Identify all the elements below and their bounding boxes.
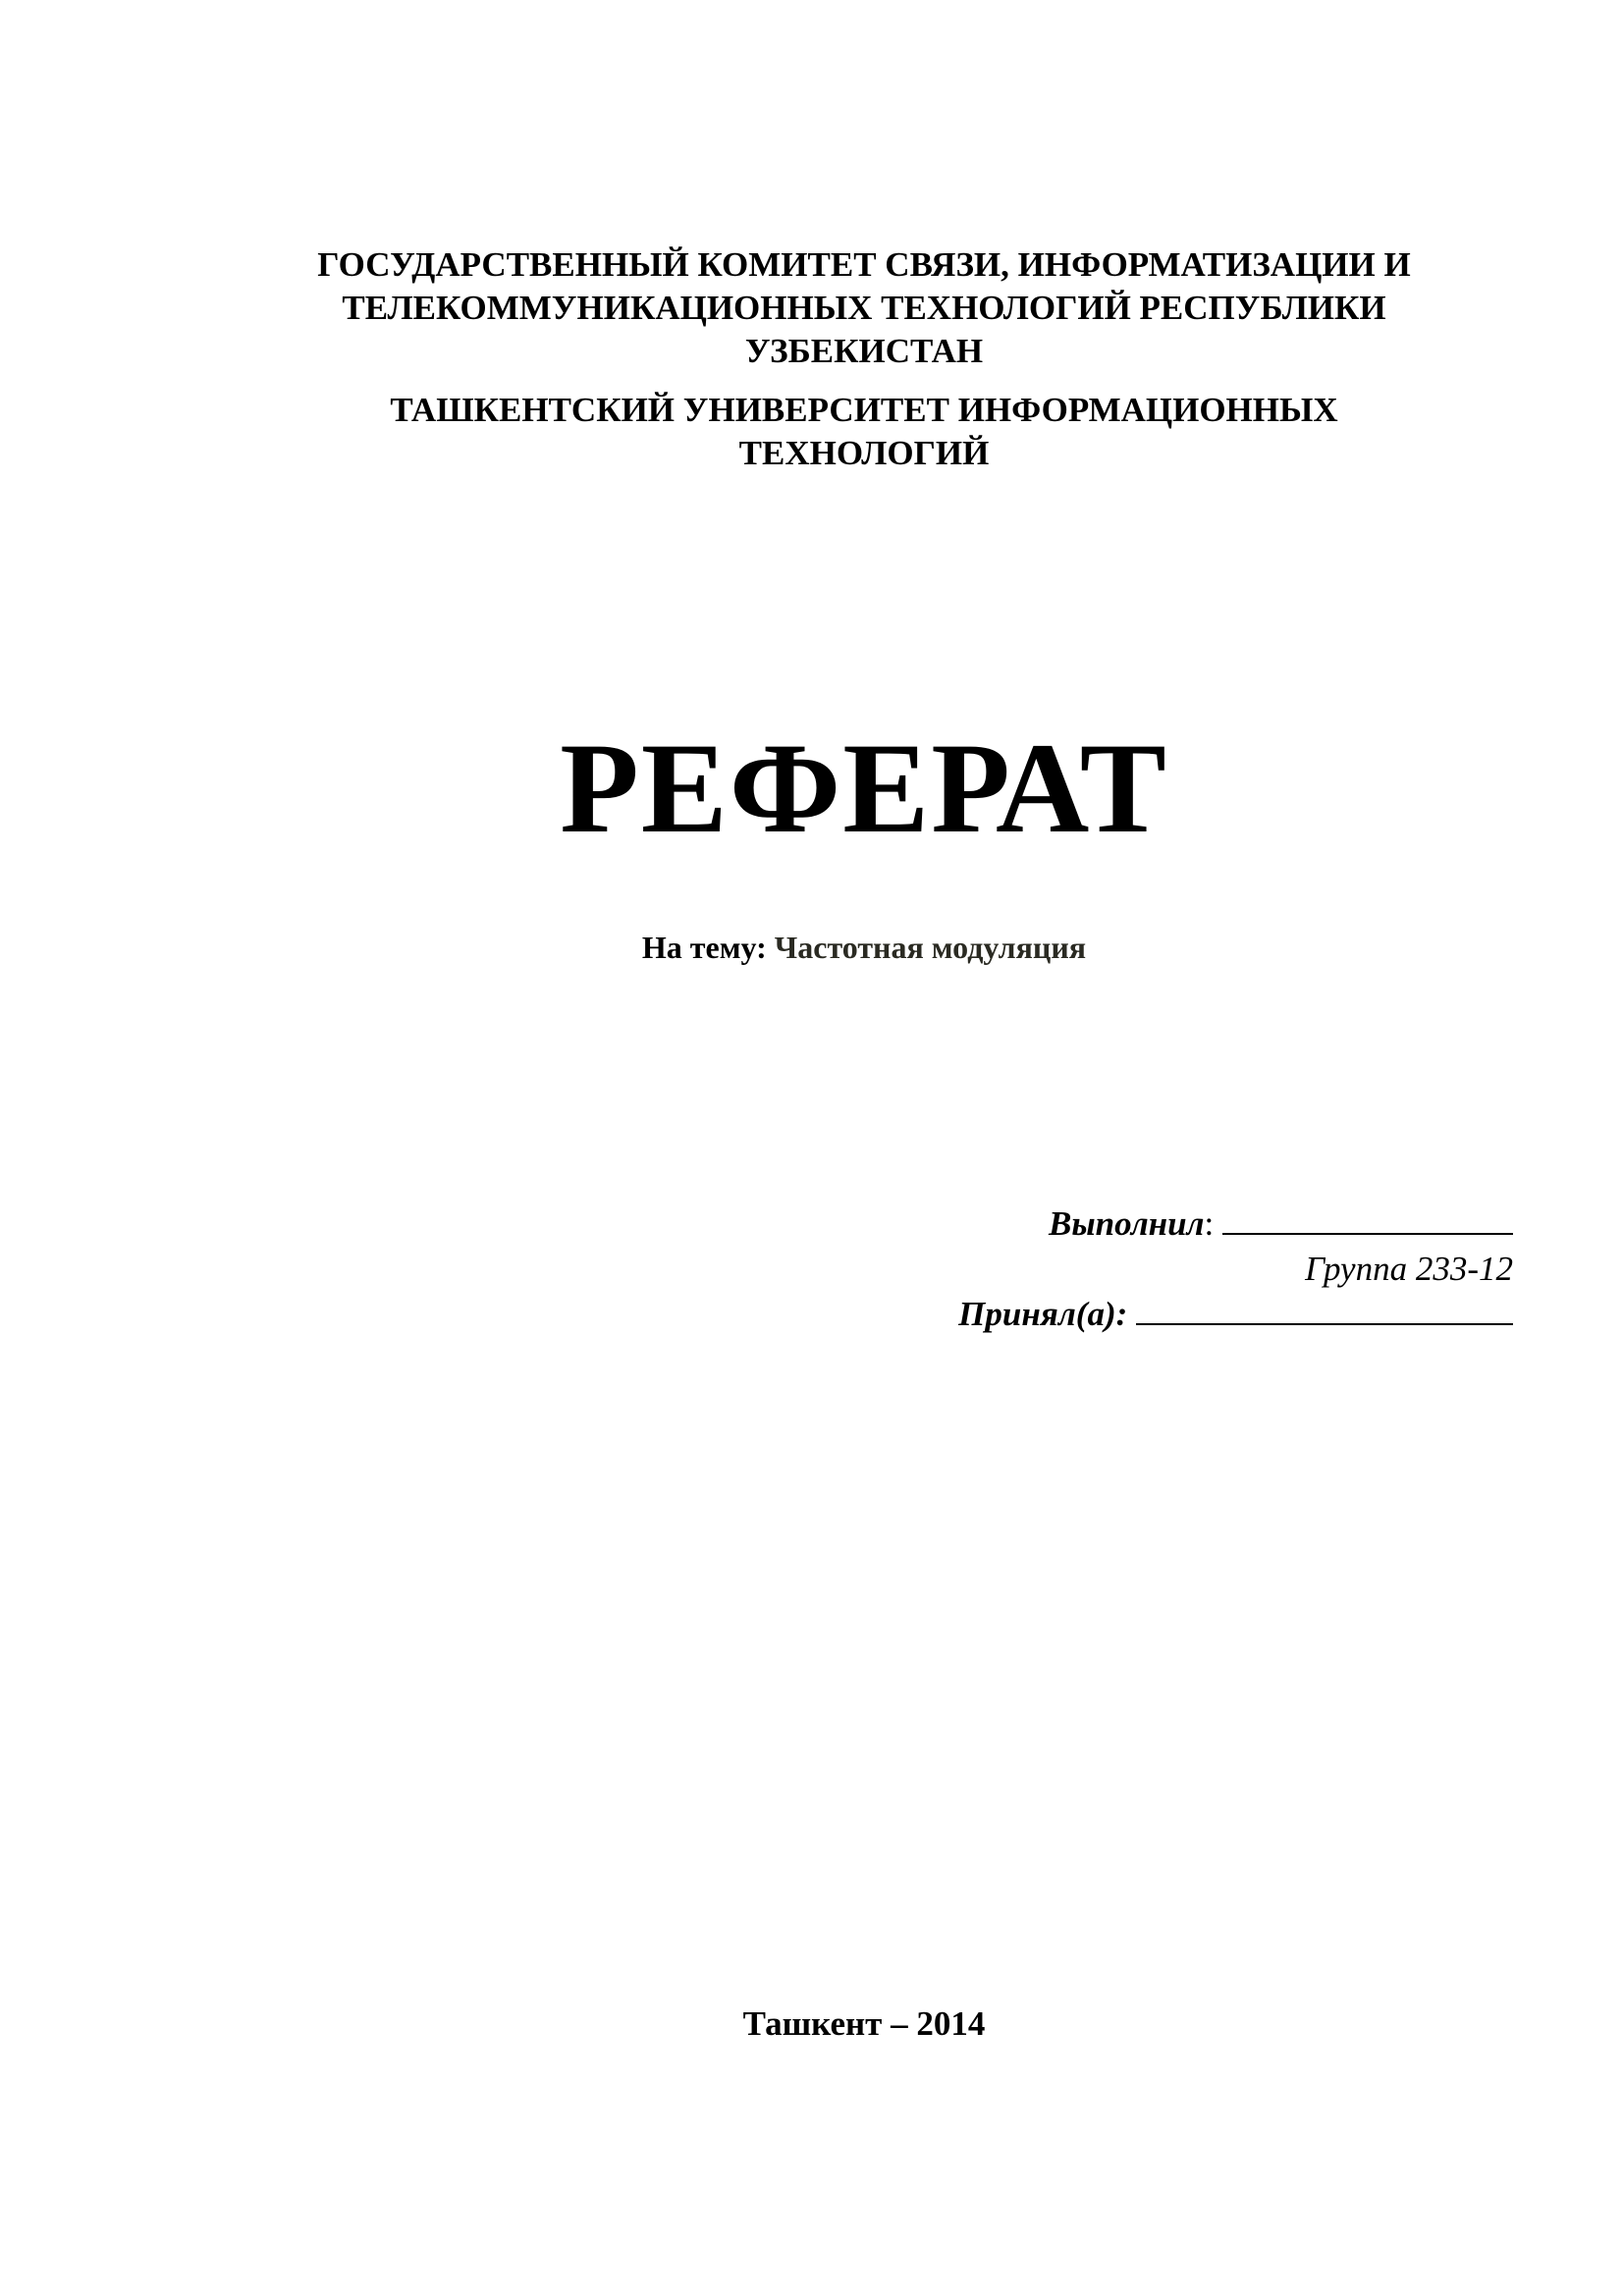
performed-row [826,1201,1513,1247]
performed-label: Выполнил [1048,1204,1205,1243]
document-title: РЕФЕРАТ [560,716,1168,860]
topic-value: Частотная модуляция [774,930,1087,965]
performed-signature-line [1222,1203,1513,1235]
topic-line [245,928,1483,967]
accepted-signature-line [1136,1294,1513,1325]
accepted-label: Принял(а): [958,1295,1128,1333]
topic-label: На тему: [641,930,767,965]
committee-header [245,243,1483,373]
committee-line-1: ГОСУДАРСТВЕННЫЙ КОМИТЕТ СВЯЗИ, ИНФОРМАТИЗАЦИИ И [317,245,1411,284]
university-line-2: ТЕХНОЛОГИЙ [738,434,990,472]
city-year-footer: Ташкент – 2014 [742,2004,986,2043]
group-row [826,1247,1513,1292]
university-line-1: ТАШКЕНТСКИЙ УНИВЕРСИТЕТ ИНФОРМАЦИОННЫХ [390,391,1338,429]
university-header [245,389,1483,475]
accepted-row [826,1292,1513,1337]
group-text: Группа 233-12 [1305,1250,1513,1288]
committee-line-3: УЗБЕКИСТАН [744,332,984,370]
performed-colon: : [1204,1204,1215,1243]
committee-line-2: ТЕЛЕКОММУНИКАЦИОННЫХ ТЕХНОЛОГИЙ РЕСПУБЛИКИ [342,289,1386,327]
signature-block [826,1201,1513,1337]
